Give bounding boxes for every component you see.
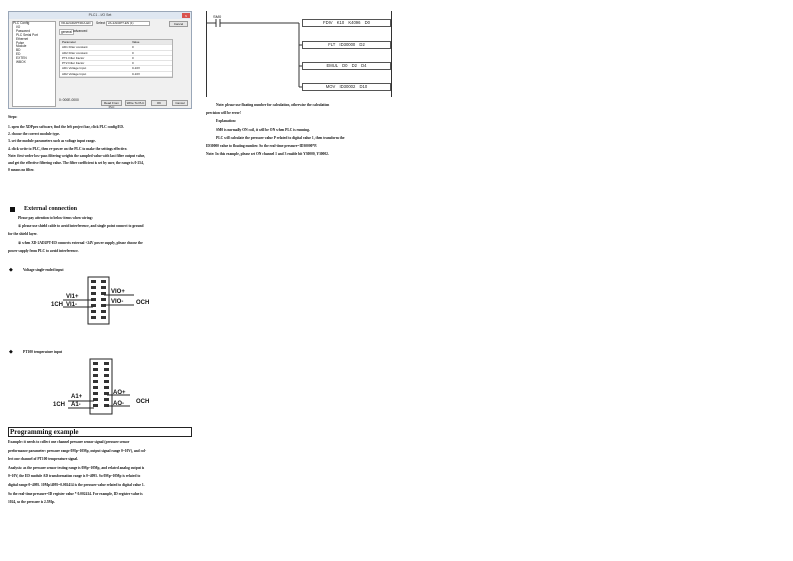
prog-line: 1024, so the pressure is 2.5Mp. <box>8 500 55 505</box>
terminal-block-icon <box>48 357 158 417</box>
vio-plus-label: VIO+ <box>111 289 125 295</box>
param-name: AD1 Voltage Input <box>62 66 87 71</box>
tree-item[interactable]: EXTEN <box>16 56 27 61</box>
diamond-bullet-icon: ◆ <box>9 350 13 355</box>
explanation-title: Explanation: <box>216 119 236 124</box>
programming-example-box <box>8 427 192 437</box>
config-dialog-screenshot <box>8 11 192 109</box>
mov-instruction[interactable]: MOV ID30002 D10 <box>302 83 391 91</box>
cancel-top-button[interactable]: Cancel <box>169 21 188 27</box>
vi1-minus-label: VI1- <box>66 302 78 308</box>
tree-item[interactable]: Ethernet <box>16 36 29 41</box>
steps-title: Steps: <box>8 115 18 119</box>
a1-minus-label: A1- <box>71 402 81 408</box>
close-icon[interactable]: x <box>182 13 190 18</box>
cancel-button[interactable]: Cancel <box>172 100 188 106</box>
external-notes <box>8 214 143 255</box>
tree-item[interactable]: Password <box>16 28 30 33</box>
prog-line: So the real-time pressure=ID register value * 0.002414. For example, ID register value is <box>8 491 143 496</box>
ch-right-label: OCH <box>136 399 150 405</box>
module-field: XD-E2AD2PT2DA-ED <box>59 21 93 26</box>
voltage-wiring-diagram <box>48 276 158 326</box>
step-line: and get the effective filtering value. The filter coefficient is set by user, the range is 0-254, <box>8 161 144 166</box>
ao-plus-label: AO+ <box>113 390 126 396</box>
tree-item[interactable]: BD <box>16 48 21 53</box>
ext-line: Please pay attention to below items when wiring: <box>18 216 93 220</box>
param-value[interactable]: 0 <box>132 61 134 66</box>
param-name: AD2 Voltage Input <box>62 71 87 76</box>
param-value[interactable]: 0 <box>132 45 134 50</box>
dialog-title: PLC1 - I/O Set <box>9 12 191 19</box>
table-row[interactable] <box>60 72 172 77</box>
pt100-wiring-diagram <box>48 357 158 417</box>
config-tree <box>12 21 56 107</box>
programming-example-title: Programming example <box>10 428 79 436</box>
contact-label: SM0 <box>213 14 222 19</box>
ext-line: ① please use shield cable to avoid interference, and single point connect to ground <box>18 224 144 229</box>
step-line: 2. choose the correct module type. <box>8 132 60 137</box>
explanation-line: PLC will calculate the pressure value P related to digital value 1, then transform the <box>216 135 345 140</box>
ao-minus-label: AO- <box>113 401 124 407</box>
param-name: PT2 Filter Factor <box>62 61 85 66</box>
module-select[interactable]: 2A-2AD2PT-EN (1) <box>106 21 150 26</box>
ch-left-label: 1CH <box>51 302 64 308</box>
parameter-table <box>59 39 173 78</box>
explanation-block <box>206 101 392 158</box>
status-text: 0: 000E-0000 <box>59 98 79 102</box>
tab-advanced[interactable]: advanced <box>73 29 88 33</box>
ext-line: ② when XD-2AD2PT-ED connects external +24V power supply, please choose the <box>18 240 143 245</box>
tree-item[interactable]: WBOX <box>16 60 26 65</box>
steps-list <box>8 124 145 174</box>
a1-plus-label: A1+ <box>71 394 83 400</box>
step-line: 4. click write to PLC, then re-power on the PLC to make the settings effective. <box>8 146 128 151</box>
prog-line: performance parameter: pressure range 0Mp~10Mp, output signal range 0~10V), and col- <box>8 448 147 453</box>
tree-item[interactable]: Pulse <box>16 40 24 45</box>
header-parameter: Parameter <box>62 40 77 44</box>
prog-line: 0~10V, the ED module AD transformation range is 0~4095. So 0Mp~10Mp is related to <box>8 474 141 479</box>
ext-line: power supply from PLC to avoid interference. <box>8 248 79 253</box>
prog-line: Example: it needs to collect one channel pressure sensor signal (pressure sensor <box>8 440 130 444</box>
note-line: Note: please use floating number for calculation, otherwise the calculation <box>216 103 330 107</box>
tree-item[interactable]: ED <box>16 52 21 57</box>
param-name: AD1 Filter constant <box>62 45 88 50</box>
note-line: precision will be error! <box>206 111 242 116</box>
voltage-caption: Voltage single-ended input <box>23 268 64 272</box>
ch-right-label: OCH <box>136 300 150 306</box>
read-from-plc-button[interactable]: Read From PLC <box>101 100 122 106</box>
select-label: Select <box>96 21 106 25</box>
ext-line: for the shield layer. <box>8 232 38 237</box>
param-value[interactable]: 0 <box>132 55 134 60</box>
tree-item[interactable]: Module <box>16 44 27 49</box>
prog-line: lect one channel of PT100 temperature signal. <box>8 457 79 462</box>
param-value[interactable]: 0 <box>132 50 134 55</box>
ch-left-label: 1CH <box>53 402 66 408</box>
diamond-bullet-icon: ◆ <box>9 268 13 273</box>
prog-line: Analysis: as the pressure sensor testing range is 0Mp~10Mp, and related analog output is <box>8 465 145 470</box>
prog-line: digital range 0~4095. 10Mp/4095=0.002414 is the pressure value related to digital value 1. <box>8 482 145 487</box>
tree-item[interactable]: PLC Serial Port <box>16 32 38 37</box>
header-value: Value <box>132 40 140 44</box>
step-line: Note: first-order low-pass filtering weights the sampled value with last filter output value, <box>8 153 146 158</box>
bullet-square-icon <box>10 207 15 212</box>
param-name: PT1 Filter Factor <box>62 55 85 60</box>
flt-instruction[interactable]: FLT ID30000 D2 <box>302 41 391 49</box>
step-line: 0 means no filter. <box>8 168 35 173</box>
vi1-plus-label: VI1+ <box>66 294 79 300</box>
tree-item[interactable]: PLC Config <box>13 21 30 25</box>
ok-button[interactable]: OK <box>151 100 167 106</box>
explanation-line: Note: In this example, please set ON channel 1 and 3 enable bit Y30000, Y30002. <box>206 152 329 157</box>
explanation-line: ID30000 value to floating number. So the real-time pressure=ID30000*P. <box>206 144 317 149</box>
programming-example-text <box>8 438 194 507</box>
param-name: AD2 Filter constant <box>62 50 88 55</box>
ladder-diagram <box>206 11 392 97</box>
write-to-plc-button[interactable]: Write To PLC <box>126 101 145 105</box>
external-connection-title: External connection <box>24 205 78 212</box>
step-line: 1. open the XDPpro software, find the left project bar, click PLC config/ED. <box>8 125 124 129</box>
module-pane <box>59 21 190 107</box>
vio-minus-label: VIO- <box>111 299 124 305</box>
tree-item[interactable]: I/O <box>16 24 21 29</box>
explanation-line: SM0 is normally ON coil, it will be ON when PLC is running. <box>216 127 310 132</box>
pt-caption: PT100 temperature input <box>23 350 63 354</box>
param-value[interactable]: 0-10V <box>132 66 141 71</box>
param-value[interactable]: 0-10V <box>132 71 141 76</box>
tab-general[interactable]: general <box>61 30 72 34</box>
emul-instruction[interactable]: EMUL D0 D2 D4 <box>302 62 391 70</box>
step-line: 3. set the module parameters such as voltage input range. <box>8 139 96 144</box>
fdiv-instruction[interactable]: FDIV K10 K4096 D0 <box>302 19 391 27</box>
